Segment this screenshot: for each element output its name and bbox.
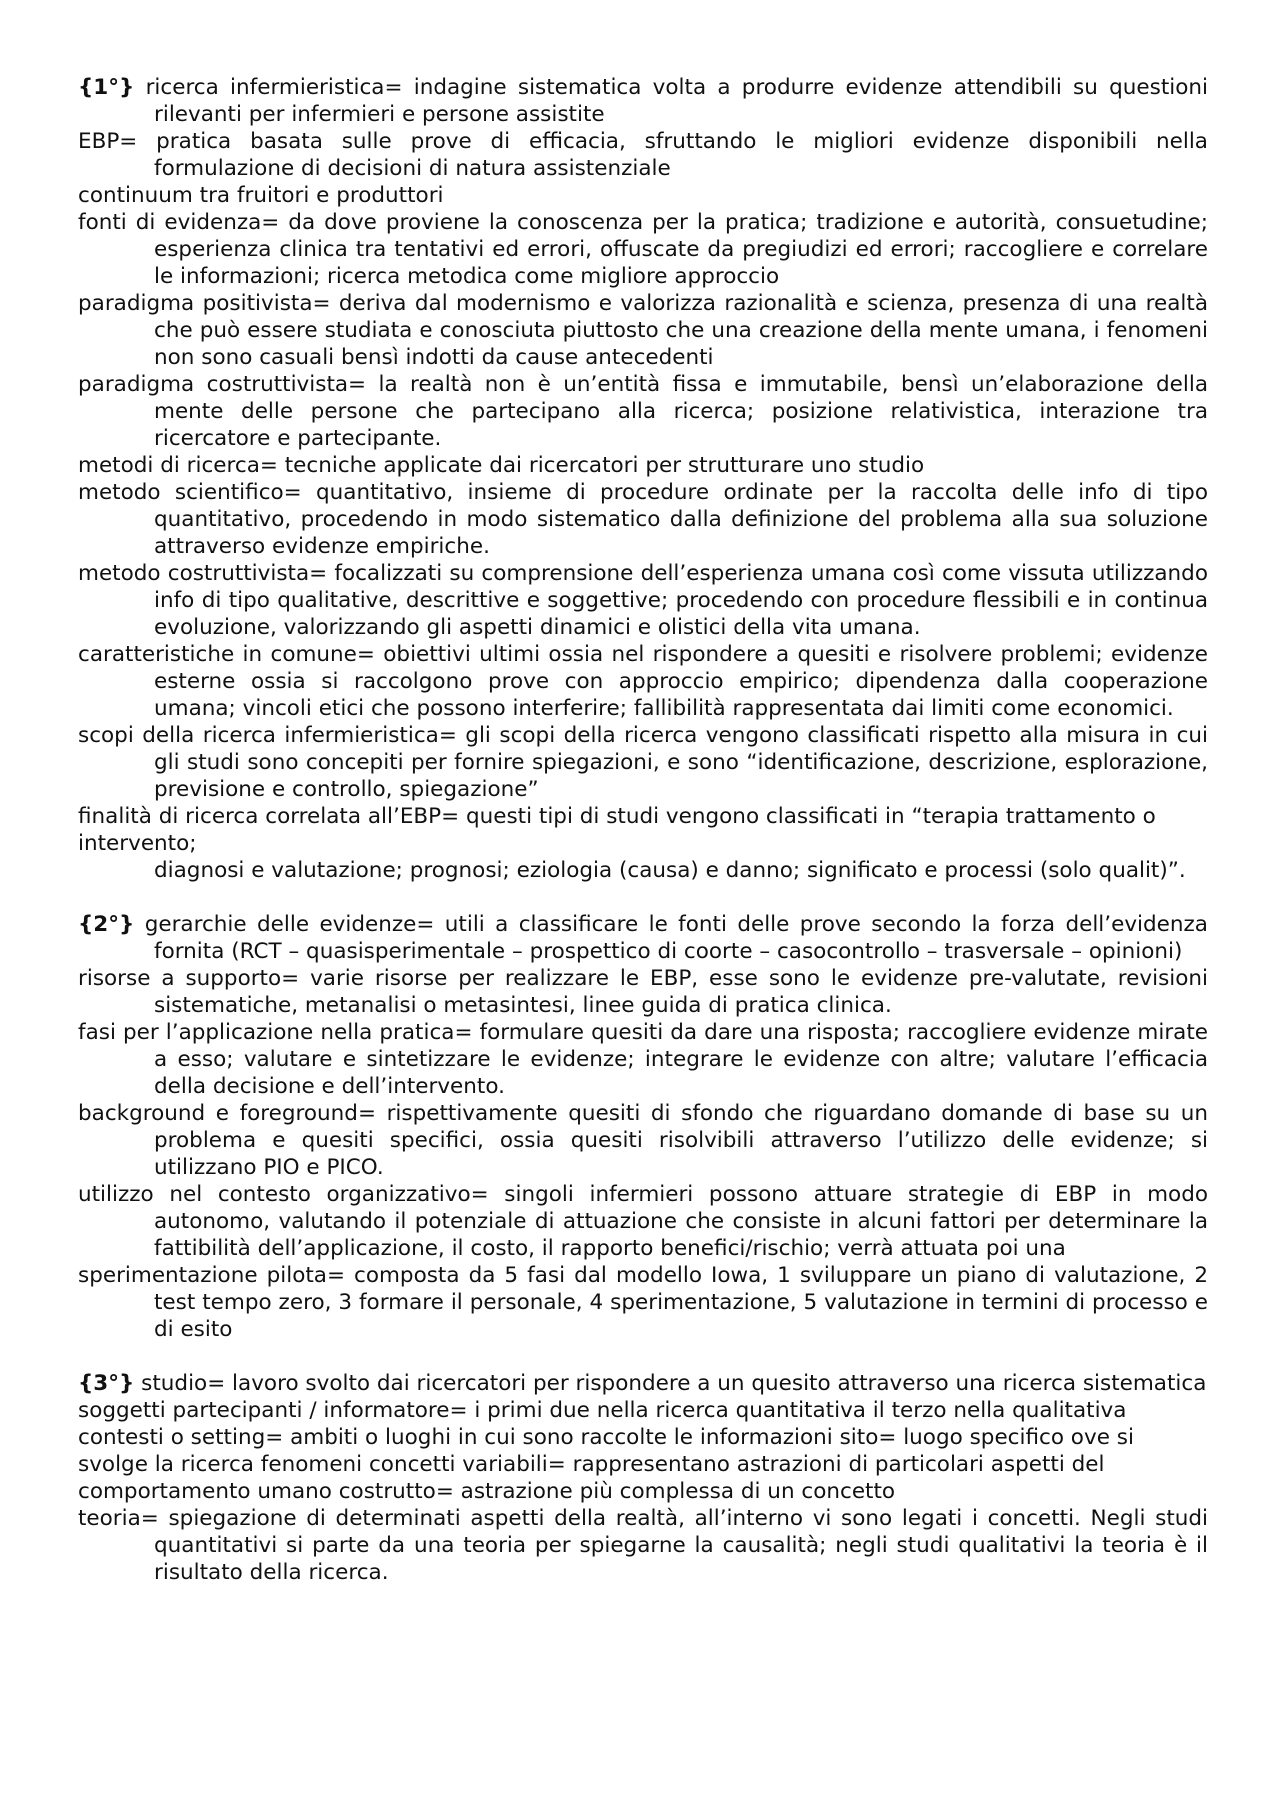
paragraph-text: gerarchie delle evidenze= utili a classificare le fonti delle prove secondo la forza dell’evidenza fornita (RCT – quasisperimentale – prospettico di coorte – casocontrollo – trasversale – opinioni) [144,912,1208,964]
paragraph: paradigma costruttivista= la realtà non è un’entità fissa e immutabile, bensì un’elaborazione della mente delle persone che partecipano alla ricerca; posizione relativistica, interazione tra ricercatore e partecipante. [78,372,1208,451]
section-3 [78,1370,1208,1586]
paragraph: fasi per l’applicazione nella pratica= formulare quesiti da dare una risposta; raccogliere evidenze mirate a esso; valutare e sintetizzare le evidenze; integrare le evidenze con altre; valutare l’efficacia della decisione e dell’intervento. [78,1020,1208,1099]
paragraph [78,1370,1208,1505]
paragraph: metodo scientifico= quantitativo, insieme di procedure ordinate per la raccolta delle info di tipo quantitativo, procedendo in modo sistematico dalla definizione del problema alla sua soluzione attraverso evidenze empiriche. [78,480,1208,559]
paragraph: continuum tra fruitori e produttori [78,183,444,208]
paragraph: paradigma positivista= deriva dal modernismo e valorizza razionalità e scienza, presenza di una realtà che può essere studiata e conosciuta piuttosto che una creazione della mente umana, i fenomeni non sono casuali bensì indotti da cause antecedenti [78,291,1208,370]
paragraph [78,74,1208,128]
paragraph: caratteristiche in comune= obiettivi ultimi ossia nel rispondere a quesiti e risolvere problemi; evidenze esterne ossia si raccolgono prove con approccio empirico; dipendenza dalla cooperazione umana; vincoli etici che possono interferire; fallibilità rappresentata dai limiti come economici. [78,642,1208,721]
paragraph: metodo costruttivista= focalizzati su comprensione dell’esperienza umana così come vissuta utilizzando info di tipo qualitative, descrittive e soggettive; procedendo con procedure flessibili e in continua evoluzione, valorizzando gli aspetti dinamici e olistici della vita umana. [78,561,1208,640]
paragraph: metodi di ricerca= tecniche applicate dai ricercatori per strutturare uno studio [78,453,925,478]
paragraph-text: ricerca infermieristica= indagine sistematica volta a produrre evidenze attendibili su questioni rilevanti per infermieri e persone assistite [145,75,1208,127]
paragraph: sperimentazione pilota= composta da 5 fasi dal modello Iowa, 1 sviluppare un piano di valutazione, 2 test tempo zero, 3 formare il personale, 4 sperimentazione, 5 valutazione in termini di processo e di esito [78,1263,1208,1342]
paragraph: scopi della ricerca infermieristica= gli scopi della ricerca vengono classificati rispetto alla misura in cui gli studi sono concepiti per fornire spiegazioni, e sono “identificazione, descrizione, esplorazione, previsione e controllo, spiegazione” [78,723,1208,802]
section-2 [78,911,1208,1343]
paragraph: utilizzo nel contesto organizzativo= singoli infermieri possono attuare strategie di EBP in modo autonomo, valutando il potenziale di attuazione che consiste in alcuni fattori per determinare la fattibilità dell’applicazione, il costo, il rapporto benefici/rischio; verrà attuata poi una [78,1182,1208,1261]
paragraph [78,911,1208,965]
paragraph: risorse a supporto= varie risorse per realizzare le EBP, esse sono le evidenze pre-valutate, revisioni sistematiche, metanalisi o metasintesi, linee guida di pratica clinica. [78,966,1208,1018]
paragraph-text: studio= lavoro svolto dai ricercatori per rispondere a un quesito attraverso una ricerca sistematica soggetti partecipanti / informatore= i primi due nella ricerca quantitativa il terzo nella qualitativa contesti o setting= ambiti o luoghi in cui sono raccolte le informazioni sito= luogo specifico ove si svolge la ricerca fenomeni concetti variabili= rappresentano astrazioni di particolari aspetti del comportamento umano costrutto= astrazione più complessa di un concetto [78,1371,1207,1504]
section-number: {2°} [78,912,135,937]
section-number: {1°} [78,75,135,100]
section-number: {3°} [78,1371,135,1396]
paragraph: teoria= spiegazione di determinati aspetti della realtà, all’interno vi sono legati i concetti. Negli studi quantitativi si parte da una teoria per spiegarne la causalità; negli studi qualitativi la teoria è il risultato della ricerca. [78,1506,1208,1585]
section-1 [78,74,1208,884]
paragraph: EBP= pratica basata sulle prove di efficacia, sfruttando le migliori evidenze disponibili nella formulazione di decisioni di natura assistenziale [78,129,1208,181]
paragraph: diagnosi e valutazione; prognosi; eziologia (causa) e danno; significato e processi (solo qualit)”. [154,858,1186,883]
paragraph: fonti di evidenza= da dove proviene la conoscenza per la pratica; tradizione e autorità, consuetudine; esperienza clinica tra tentativi ed errori, offuscate da pregiudizi ed errori; raccogliere e correlare le informazioni; ricerca metodica come migliore approccio [78,210,1208,289]
paragraph: finalità di ricerca correlata all’EBP= questi tipi di studi vengono classificati in “terapia trattamento o intervento; [78,804,1156,856]
paragraph: background e foreground= rispettivamente quesiti di sfondo che riguardano domande di base su un problema e quesiti specifici, ossia quesiti risolvibili attraverso l’utilizzo delle evidenze; si utilizzano PIO e PICO. [78,1101,1208,1180]
